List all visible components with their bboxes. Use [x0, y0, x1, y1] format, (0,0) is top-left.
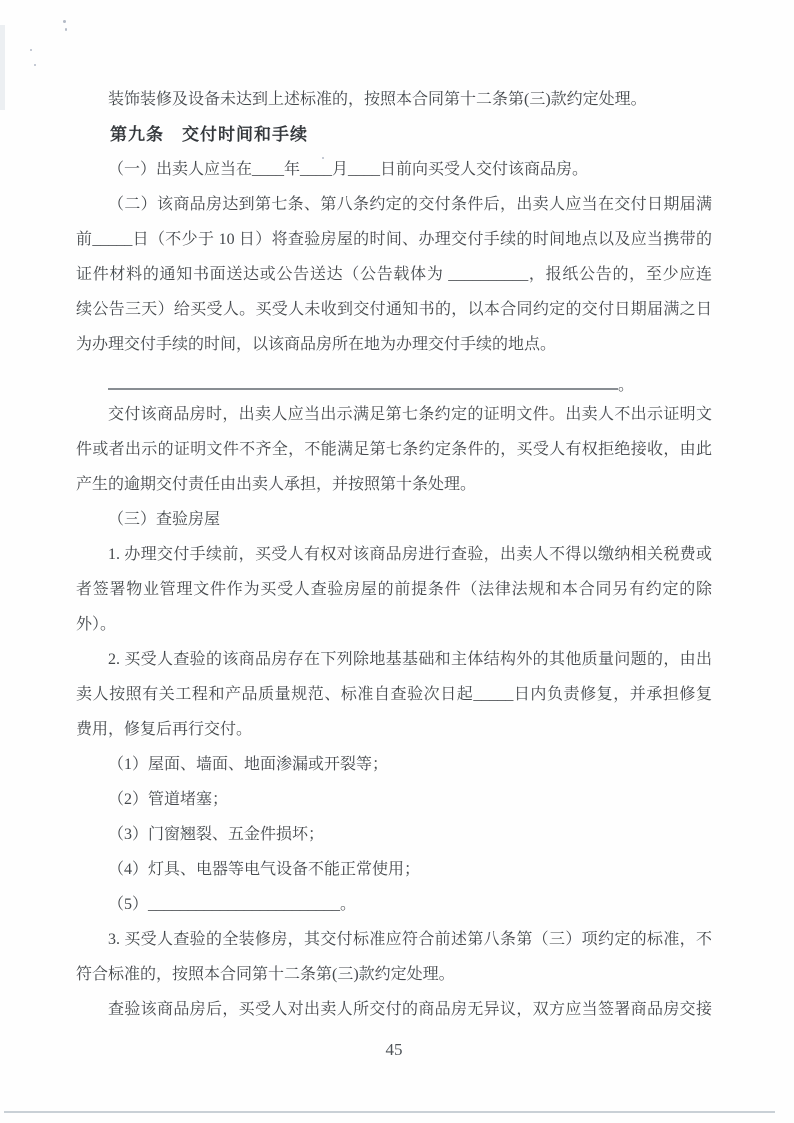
paragraph	[76, 187, 712, 362]
text-line: 交付该商品房时，出卖人应当出示满足第七条约定的证明文件。出卖人不出示证明文	[108, 406, 712, 423]
paragraph	[76, 502, 712, 537]
fill-in-blank-line	[76, 362, 712, 397]
paragraph	[76, 642, 712, 747]
text-line: 产生的逾期交付责任由出卖人承担，并按照第十条处理。	[76, 476, 477, 493]
text-line: （二）该商品房达到第七条、第八条约定的交付条件后，出卖人应当在交付日期届满	[108, 196, 712, 213]
text-line: （1）屋面、墙面、地面渗漏或开裂等；	[108, 756, 389, 773]
scan-speck	[65, 28, 67, 31]
paragraph	[76, 152, 712, 187]
paragraph	[76, 782, 712, 817]
paragraph	[76, 852, 712, 887]
text-line: 证件材料的通知书面送达或公告送达（公告载体为 __________，报纸公告的，至少应连	[76, 266, 712, 283]
paragraph	[76, 817, 712, 852]
paragraph	[76, 82, 712, 117]
text-line: 件或者出示的证明文件不齐全，不能满足第七条约定条件的，买受人有权拒绝接收，由此	[76, 441, 712, 458]
scan-bottom-edge-line	[4, 1111, 775, 1113]
contract-body	[76, 82, 712, 1027]
text-line: 者签署物业管理文件作为买受人查验房屋的前提条件（法律法规和本合同另有约定的除	[76, 581, 712, 598]
text-line: 费用，修复后再行交付。	[76, 721, 253, 738]
paragraph	[76, 887, 712, 922]
text-line: 外）。	[76, 616, 117, 633]
text-line: （2）管道堵塞；	[108, 791, 229, 808]
text-line: 第九条 交付时间和手续	[110, 125, 308, 144]
text-line: （4）灯具、电器等电气设备不能正常使用；	[108, 861, 421, 878]
text-line: （一）出卖人应当在____年____月____日前向买受人交付该商品房。	[108, 161, 589, 178]
blank-line-suffix: 。	[618, 377, 635, 394]
paragraph	[76, 397, 712, 502]
text-line: 续公告三天）给买受人。买受人未收到交付通知书的，以本合同约定的交付日期届满之日	[76, 301, 712, 318]
text-line: 查验该商品房后，买受人对出卖人所交付的商品房无异议，双方应当签署商品房交接	[108, 1001, 712, 1018]
text-line: 装饰装修及设备未达到上述标准的，按照本合同第十二条第(三)款约定处理。	[108, 91, 647, 108]
text-line: 1. 办理交付手续前，买受人有权对该商品房进行查验，出卖人不得以缴纳相关税费或	[108, 546, 712, 563]
text-line: 2. 买受人查验的该商品房存在下列除地基基础和主体结构外的其他质量问题的，由出	[108, 651, 712, 668]
scan-speck	[34, 64, 36, 66]
scan-smudge	[0, 25, 5, 110]
text-line: 前_____日（不少于 10 日）将查验房屋的时间、办理交付手续的时间地点以及应当携带的	[76, 231, 712, 248]
text-line: 符合标准的，按照本合同第十二条第(三)款约定处理。	[76, 966, 455, 983]
text-line: 3. 买受人查验的全装修房，其交付标准应符合前述第八条第（三）项约定的标准，不	[108, 931, 712, 948]
text-line: （5）________________________。	[108, 896, 357, 913]
scan-speck	[30, 49, 32, 51]
paragraph	[76, 922, 712, 992]
paragraph	[76, 747, 712, 782]
section-heading	[76, 117, 712, 152]
paragraph	[76, 537, 712, 642]
text-line: （三）查验房屋	[108, 511, 221, 528]
text-line: （3）门窗翘裂、五金件损坏；	[108, 826, 325, 843]
scan-speck	[63, 20, 66, 23]
text-line: 卖人按照有关工程和产品质量规范、标准自查验次日起_____日内负责修复，并承担修复	[76, 686, 712, 703]
text-line: 为办理交付手续的时间，以该商品房所在地为办理交付手续的地点。	[76, 336, 557, 353]
page-number: 45	[385, 1040, 403, 1059]
blank-underline	[108, 362, 618, 390]
paragraph	[76, 992, 712, 1027]
